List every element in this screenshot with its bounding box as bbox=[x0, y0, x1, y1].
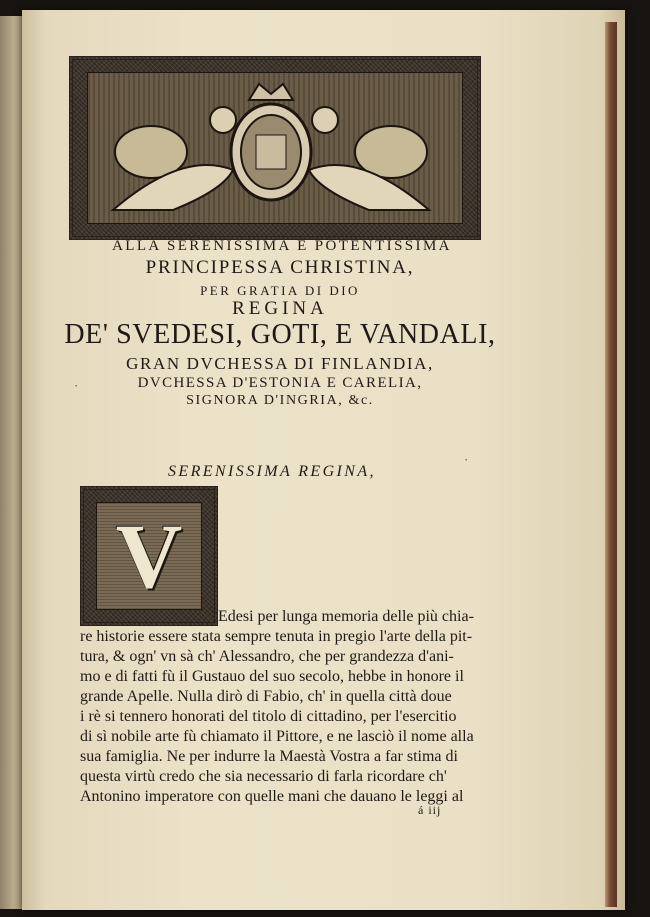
dedication-line-6: GRAN DVCHESSA DI FINLANDIA, bbox=[126, 354, 434, 373]
signature-mark: á iij bbox=[418, 803, 442, 817]
headpiece-ornament-icon bbox=[73, 60, 469, 228]
body-line-9: questa virtù credo che sia necessario di farla ricordare ch' bbox=[80, 768, 447, 785]
dedication-line-1: ALLA SERENISSIMA E POTENTISSIMA bbox=[112, 238, 452, 254]
engraved-headpiece bbox=[69, 56, 481, 240]
ink-fleck-icon: · bbox=[74, 378, 79, 393]
body-line-5: grande Apelle. Nulla dirò di Fabio, ch' in quella città doue bbox=[80, 688, 452, 705]
body-line-8: sua famiglia. Ne per indurre la Maestà Vostra a far stima di bbox=[80, 748, 458, 765]
page-fore-edge bbox=[605, 22, 617, 907]
body-line-6: i rè si tennero honorati del titolo di cittadino, per l'esercitio bbox=[80, 708, 457, 725]
body-line-7: di sì nobile arte fù chiamato il Pittore, e ne lasciò il nome alla bbox=[80, 728, 474, 745]
ink-fleck-icon: · bbox=[464, 452, 469, 467]
body-line-4: mo e di fatti fù il Gustauo del suo secolo, hebbe in honore il bbox=[80, 668, 464, 685]
body-line-10: Antonino imperatore con quelle mani che dauano le leggi al bbox=[80, 788, 464, 805]
decorated-initial bbox=[80, 486, 218, 626]
body-line-2: re historie essere stata sempre tenuta in pregio l'arte della pit- bbox=[80, 628, 473, 645]
left-page-edge bbox=[0, 16, 22, 909]
dedication-line-2: PRINCIPESSA CHRISTINA, bbox=[145, 257, 415, 278]
body-line-1: Edesi per lunga memoria delle più chia- bbox=[218, 608, 474, 625]
body-line-3: tura, & ogn' vn sà ch' Alessandro, che per grandezza d'ani- bbox=[80, 648, 454, 665]
initial-letter: V bbox=[115, 505, 183, 607]
dedication-line-4: REGINA bbox=[232, 298, 328, 319]
dedication-line-7: DVCHESSA D'ESTONIA E CARELIA, bbox=[137, 375, 423, 391]
salutation: SERENISSIMA REGINA, bbox=[168, 463, 376, 480]
dedication-line-8: SIGNORA D'INGRIA, &c. bbox=[186, 393, 374, 408]
dedication-line-3: PER GRATIA DI DIO bbox=[200, 283, 360, 298]
initial-panel bbox=[96, 502, 202, 610]
dedication-line-5: DE' SVEDESI, GOTI, E VANDALI, bbox=[64, 319, 496, 350]
